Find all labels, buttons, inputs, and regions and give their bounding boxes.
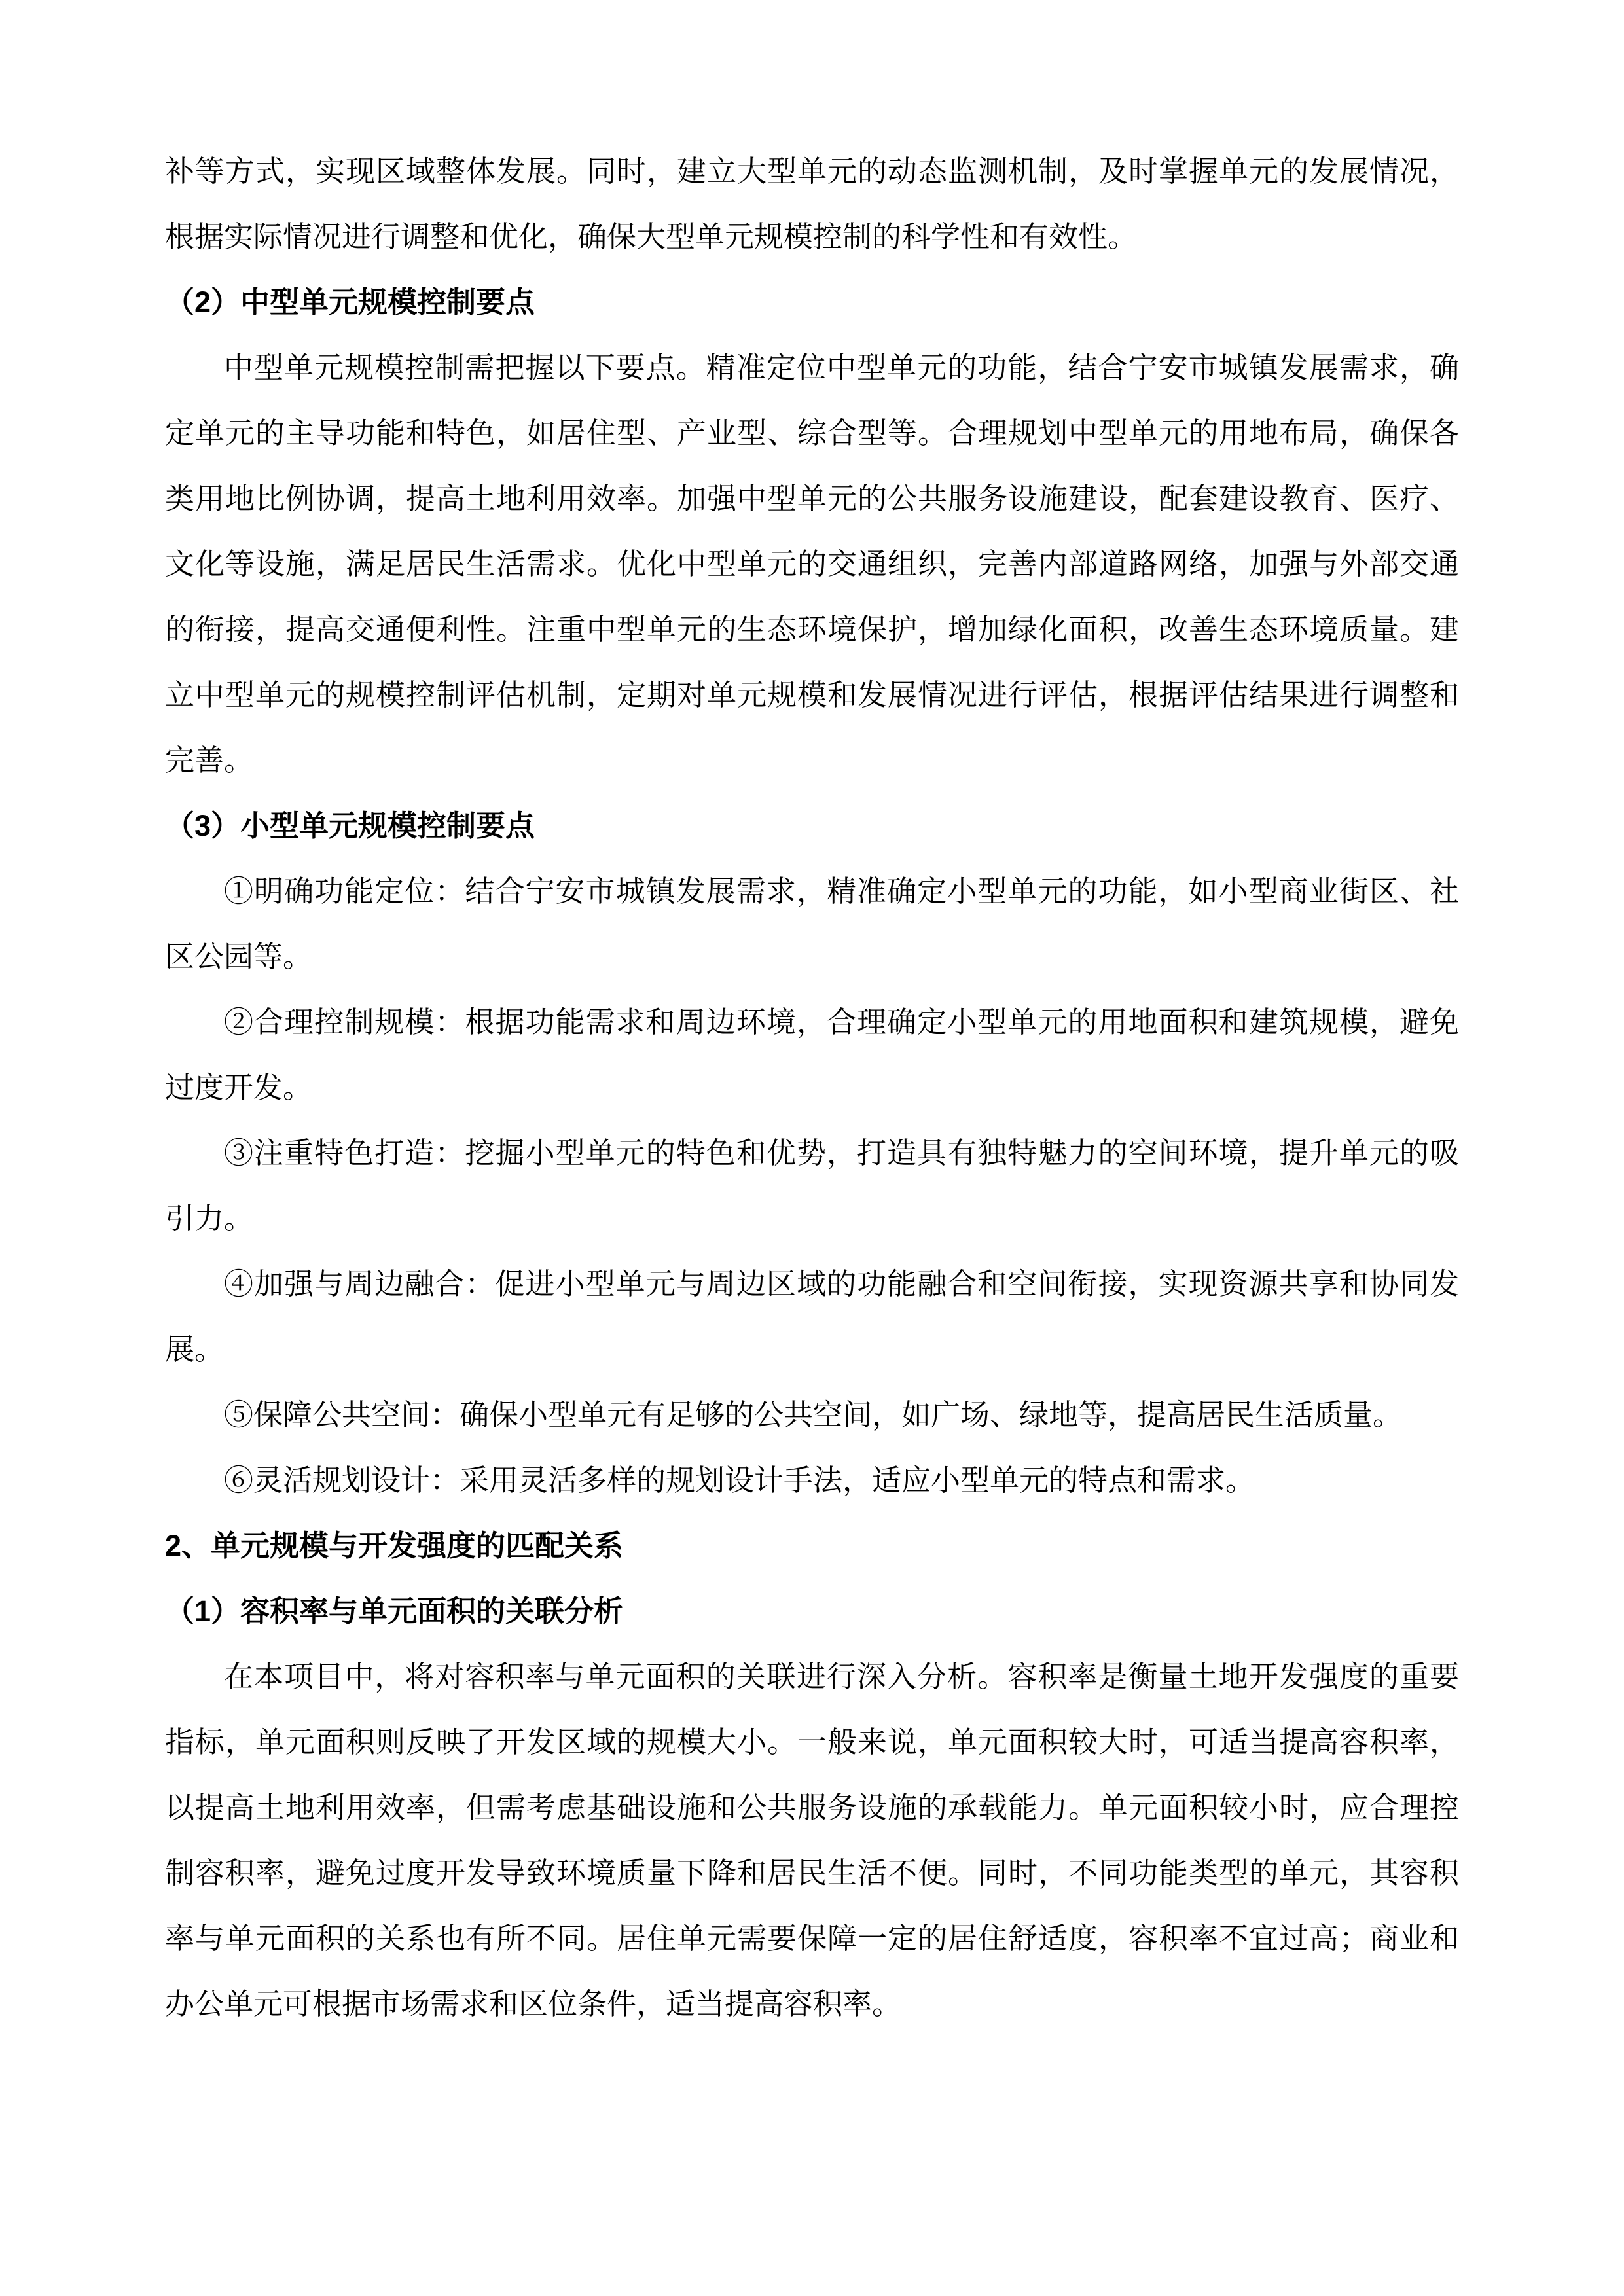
section-heading-mid-unit: （2）中型单元规模控制要点 <box>165 285 535 319</box>
section-heading-far-analysis: （1）容积率与单元面积的关联分析 <box>165 1594 624 1628</box>
paragraph-point-2: ②合理控制规模：根据功能需求和周边环境，合理确定小型单元的用地面积和建筑规模，避免过度开发。 <box>165 1006 1459 1104</box>
paragraph-mid-unit: 中型单元规模控制需把握以下要点。精准定位中型单元的功能，结合宁安市城镇发展需求，确定单元的主导功能和特色，如居住型、产业型、综合型等。合理规划中型单元的用地布局，确保各类用地比例协调，提高土地利用效率。加强中型单元的公共服务设施建设，配套建设教育、医疗、文化等设施，满足居民生活需求。优化中型单元的交通组织，完善内部道路网络，加强与外部交通的衔接，提高交通便利性。注重中型单元的生态环境保护，增加绿化面积，改善生态环境质量。建立中型单元的规模控制评估机制，定期对单元规模和发展情况进行评估，根据评估结果进行调整和完善。 <box>165 351 1459 777</box>
paragraph-point-6: ⑥灵活规划设计：采用灵活多样的规划设计手法，适应小型单元的特点和需求。 <box>224 1464 1255 1497</box>
section-heading-scale-intensity: 2、单元规模与开发强度的匹配关系 <box>165 1529 624 1562</box>
paragraph-far-analysis: 在本项目中，将对容积率与单元面积的关联进行深入分析。容积率是衡量土地开发强度的重要指标，单元面积则反映了开发区域的规模大小。一般来说，单元面积较大时，可适当提高容积率，以提高土地利用效率，但需考虑基础设施和公共服务设施的承载能力。单元面积较小时，应合理控制容积率，避免过度开发导致环境质量下降和居民生活不便。同时，不同功能类型的单元，其容积率与单元面积的关系也有所不同。居住单元需要保障一定的居住舒适度，容积率不宜过高；商业和办公单元可根据市场需求和区位条件，适当提高容积率。 <box>165 1660 1459 2020</box>
paragraph-point-4: ④加强与周边融合：促进小型单元与周边区域的功能融合和空间衔接，实现资源共享和协同发展。 <box>165 1268 1459 1366</box>
document-content <box>165 139 1459 2037</box>
paragraph-point-3: ③注重特色打造：挖掘小型单元的特色和优势，打造具有独特魅力的空间环境，提升单元的吸引力。 <box>165 1137 1459 1235</box>
paragraph-point-1: ①明确功能定位：结合宁安市城镇发展需求，精准确定小型单元的功能，如小型商业街区、社区公园等。 <box>165 875 1459 973</box>
paragraph-point-5: ⑤保障公共空间：确保小型单元有足够的公共空间，如广场、绿地等，提高居民生活质量。 <box>224 1399 1403 1431</box>
paragraph-continued: 补等方式，实现区域整体发展。同时，建立大型单元的动态监测机制，及时掌握单元的发展情况，根据实际情况进行调整和优化，确保大型单元规模控制的科学性和有效性。 <box>165 155 1459 253</box>
section-heading-small-unit: （3）小型单元规模控制要点 <box>165 809 535 842</box>
